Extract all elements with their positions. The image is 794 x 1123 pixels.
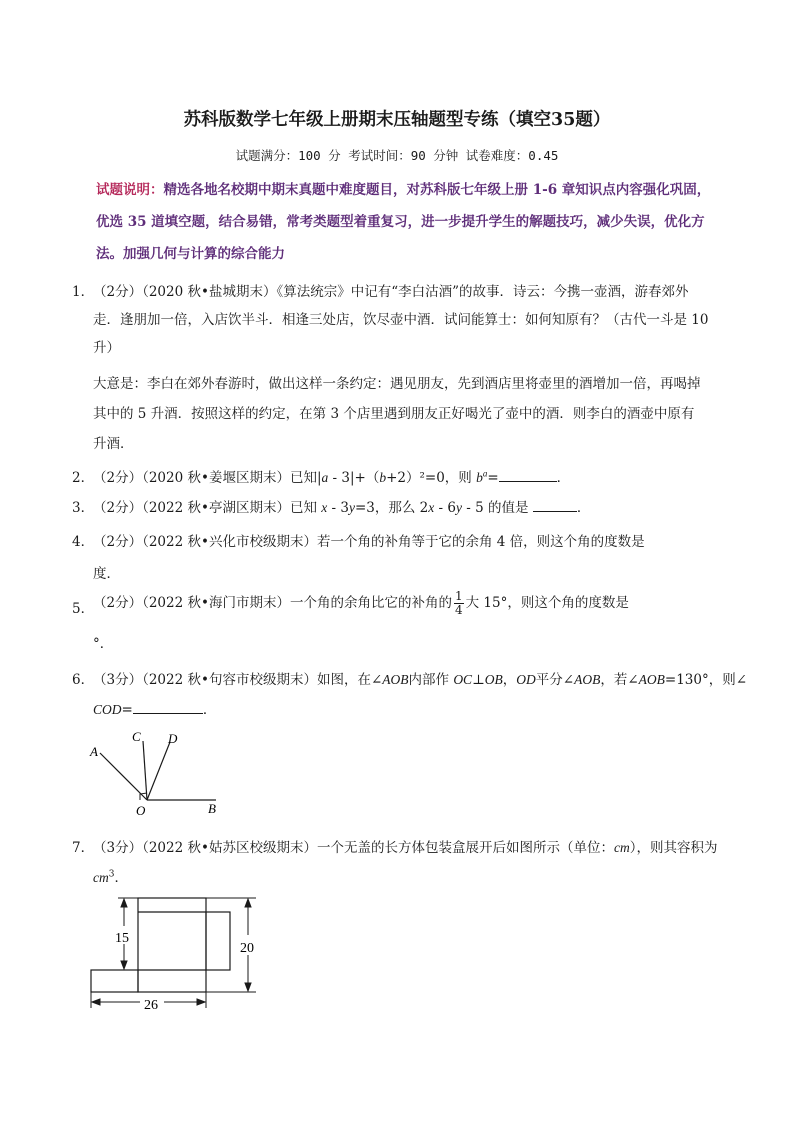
q4-line-2: 度． (93, 566, 120, 582)
q5-line-1: （2分）（2022 秋•海门市期末）一个角的余角比它的补角的 $\frac{1}{4}$ 大 15°，则这个角的度数是 (93, 589, 629, 617)
q1-line-6: 升酒． (93, 436, 134, 452)
angle-figure (80, 722, 240, 822)
q3-line: （2分）（2022 秋•亭湖区期末）已知 x - 3y=3，那么 2x - 6y - 5 的值是 ． (93, 496, 590, 516)
answer-blank (133, 699, 203, 714)
q5-line-2: °． (93, 636, 114, 652)
q4-line-1: （2分）（2022 秋•兴化市校级期末）若一个角的补角等于它的余角 4 倍，则这个角的度数是 (93, 534, 645, 550)
q2-line: （2分）（2020 秋•姜堰区期末）已知|a - 3|+（b+2）²=0，则 $b^a=$ ． (93, 468, 571, 486)
net-left-flap (91, 970, 138, 992)
q3-number: 3． (72, 500, 95, 516)
page-title: 苏科版数学七年级上册期末压轴题型专练（填空35题） (183, 110, 611, 130)
ray-od (147, 742, 170, 800)
intro-line-1: 试题说明：精选各地名校期中期末真题中难度题目，对苏科版七年级上册 1-6 章知识点内容强化巩固， (96, 182, 711, 198)
q7-line-1: （3分）（2022 秋•姑苏区校级期末）一个无盖的长方体包装盒展开后如图所示（单位：cm），则其容积为 (93, 840, 718, 856)
q1-line-4: 大意是：李白在郊外春游时，做出这样一条约定：遇见朋友，先到酒店里将壶里的酒增加一倍，再喝掉 (93, 376, 701, 392)
label-d: D (168, 731, 178, 746)
dim-15-label: 15 (115, 931, 129, 946)
q1-line-3: 升） (93, 340, 120, 356)
dim-26-label: 26 (144, 998, 158, 1013)
q4-number: 4． (72, 534, 95, 550)
q1-line-1: （2分）（2020 秋•盐城期末）《算法统宗》中记有“李白沽酒”的故事．诗云：今携一壶酒，游春郊外 (93, 284, 689, 300)
net-right-flap (206, 912, 230, 970)
q1-number: 1． (72, 284, 95, 300)
q6-line-1: （3分）（2022 秋•句容市校级期末）如图，在∠AOB内部作 OC⊥OB，OD平分∠AOB，若∠AOB=130°，则∠ (93, 672, 748, 688)
fraction-one-quarter: $\frac{1}{4}$ (454, 589, 463, 617)
answer-blank (499, 467, 557, 482)
q6-number: 6． (72, 672, 95, 688)
label-c: C (132, 729, 141, 744)
q6-line-2: COD= ． (93, 698, 216, 718)
dim-20-label: 20 (240, 941, 254, 956)
q7-number: 7． (72, 840, 95, 856)
label-o: O (136, 803, 146, 818)
q2-number: 2． (72, 470, 95, 486)
label-b: B (208, 801, 216, 816)
answer-blank (533, 497, 577, 512)
q5-number: 5． (72, 601, 95, 617)
intro-line-2: 优选 35 道填空题，结合易错，常考类题型着重复习，进一步提升学生的解题技巧，减少失误，优化方 (96, 214, 705, 230)
q1-line-2: 走．逢朋加一倍，入店饮半斗．相逢三处店，饮尽壶中酒．试问能算士：如何知原有？（古代一斗是 10 (93, 312, 709, 328)
q1-line-5: 其中的 5 升酒．按照这样的约定，在第 3 个店里遇到朋友正好喝光了壶中的酒．则李白的酒壶中原有 (93, 406, 695, 422)
intro-line-3: 法。加强几何与计算的综合能力 (96, 246, 285, 262)
box-net-figure (84, 890, 280, 1018)
q7-line-2: $cm^3$． (93, 869, 128, 886)
exam-meta: 试题满分：100 分 考试时间：90 分钟 试卷难度：0.45 (235, 148, 559, 163)
ray-oc (143, 741, 147, 800)
ray-oa (100, 753, 147, 800)
label-a: A (90, 744, 98, 759)
intro-label: 试题说明： (96, 182, 164, 198)
